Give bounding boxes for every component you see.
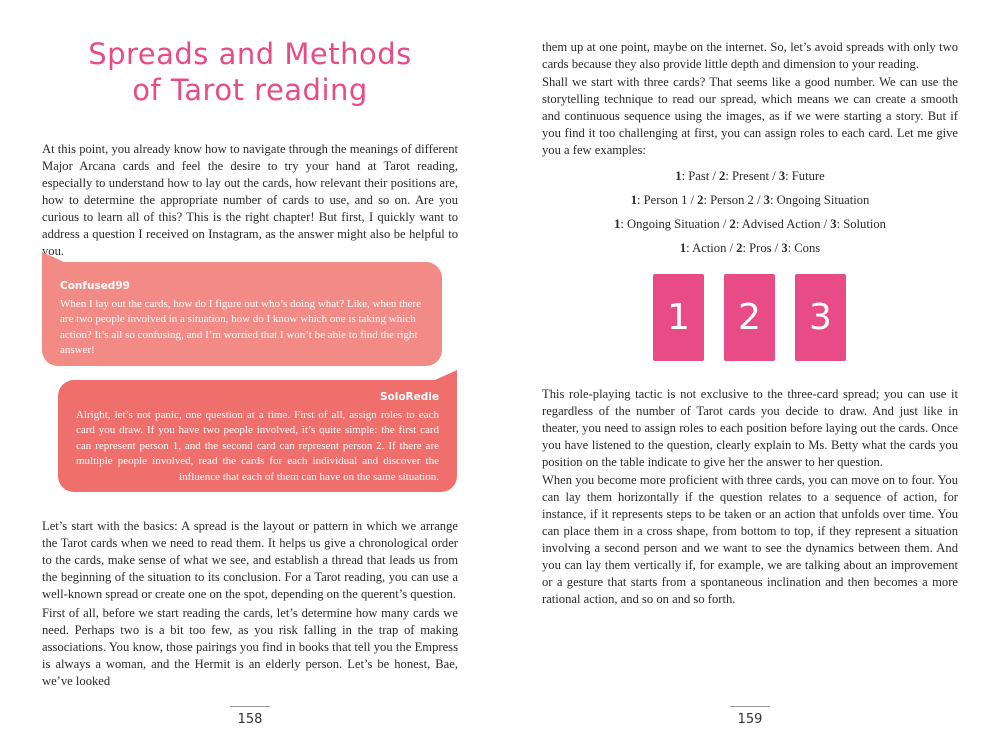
continuation-paragraph: them up at one point, maybe on the internet. So, let’s avoid spreads with only two cards because they also provide little depth and dimension to your reading. <box>542 40 958 71</box>
role-example <box>540 241 960 256</box>
role-number: 2 <box>736 241 743 255</box>
page-number-rule <box>730 706 770 707</box>
role-text: : Solution <box>836 217 886 231</box>
role-playing-paragraph: This role-playing tactic is not exclusive to the three-card spread; you can use it regardless of the number of Tarot cards you decide to draw. And just like in theater, you need to assign roles to each position before laying out the cards. Once you have listened to the question, clearly explain to Ms. Betty what the cards you position on the table indicate to give her the answer to her question. <box>542 387 958 469</box>
three-card-paragraph: Shall we start with three cards? That seems like a good number. We can use the storytelling technique to read our spread, which means we can create a smooth and continuous sequence using the images, as if we were starting a story. But if you find it too challenging at first, you can assign roles to each card. Let me give you a few examples: <box>542 75 958 157</box>
role-example <box>540 217 960 232</box>
role-number: 1 <box>630 193 637 207</box>
role-text: : Future <box>785 169 825 183</box>
tarot-card-1: 1 <box>653 274 704 361</box>
role-number: 3 <box>781 241 788 255</box>
tarot-card-2: 2 <box>724 274 775 361</box>
role-text: : Person 1 / <box>637 193 698 207</box>
role-text: : Pros / <box>742 241 782 255</box>
role-example <box>540 193 960 208</box>
question-text: When I lay out the cards, how do I figure out who’s doing what? Like, when there are two people involved in a situation, how do I know which one is taking which action? It’s all so confusing, and I’m worried that I won’t be able to find the right answer! <box>60 297 422 356</box>
role-number: 1 <box>679 241 687 255</box>
role-number: 3 <box>830 217 837 231</box>
question-bubble <box>42 262 442 366</box>
card-count-paragraph: First of all, before we start reading the cards, let’s determine how many cards we need. Perhaps two is a bit too few, as you risk falling in the trap of making associations. You know, those pairings you find in books that tell you the Empress is always a woman, and the Hermit is an elderly person. Let’s be honest, Bae, we’ve looked <box>42 606 458 688</box>
role-text: : Action / <box>686 241 737 255</box>
tarot-card-3: 3 <box>795 274 846 361</box>
basics-paragraph: Let’s start with the basics: A spread is the layout or pattern in which we arrange the Tarot cards when we need to read them. It helps us give a chronological order to the cards, make sense of what we see, and establish a thread that leads us from the beginning of the situation to its conclusion. For a Tarot reading, you can use a well-known spread or create one on the spot, depending on the querent’s question. <box>42 519 458 601</box>
role-number: 2 <box>719 169 726 183</box>
role-text: : Past / <box>681 169 720 183</box>
four-card-paragraph: When you become more proficient with three cards, you can move on to four. You can lay them horizontally if the question relates to a sequence of action, for instance, if it represents steps to be taken or an action that unfolds over time. You can place them in a cross shape, from bottom to top, if they represent a situation involving a second person and we want to see the dynamics between them. And you can lay them vertically if, for example, we are talking about an improvement or a gesture that starts from a spontaneous inclination and then becomes a more rational action, and so on and so forth. <box>542 473 958 606</box>
role-number: 1 <box>614 217 621 231</box>
page-number: 158 <box>237 712 263 727</box>
role-text: : Ongoing Situation <box>769 193 870 207</box>
chapter-title-line2: of Tarot reading <box>132 73 368 107</box>
role-text: : Present / <box>725 169 779 183</box>
question-author: Confused99 <box>60 280 130 292</box>
role-number: 2 <box>729 217 736 231</box>
page-number: 159 <box>737 712 763 727</box>
role-number: 3 <box>763 193 770 207</box>
role-text: : Advised Action / <box>735 217 831 231</box>
role-number: 1 <box>675 169 682 183</box>
role-number: 2 <box>697 193 704 207</box>
role-text: : Cons <box>787 241 821 255</box>
answer-bubble <box>58 380 457 492</box>
right-page <box>500 0 1000 750</box>
answer-author: SoloRedie <box>379 391 439 403</box>
page-number-rule <box>230 706 270 707</box>
role-example <box>540 169 960 184</box>
intro-paragraph: At this point, you already know how to navigate through the meanings of different Major Arcana cards and feel the desire to try your hand at Tarot reading, especially to understand how to lay out the cards, how relevant their positions are, how to determine the appropriate number of cards to use, and so on. Are you curious to learn all of this? This is the right chapter! But first, I quickly want to address a question I received on Instagram, as the answer might also be helpful to you. <box>42 142 458 258</box>
role-text: : Ongoing Situation / <box>620 217 730 231</box>
chapter-title-line1: Spreads and Methods <box>88 37 412 71</box>
role-number: 3 <box>778 169 786 183</box>
answer-text: Alright, let’s not panic, one question at a time. First of all, assign roles to each card you draw. If you have two people involved, it’s quite simple: the first card can represent person 1, and the second card can represent person 2. If there are multiple people involved, read the cards for each individual and discover the influence that each of them can have on the same situation. <box>76 408 439 483</box>
role-text: : Person 2 / <box>703 193 764 207</box>
chapter-title <box>60 36 440 108</box>
